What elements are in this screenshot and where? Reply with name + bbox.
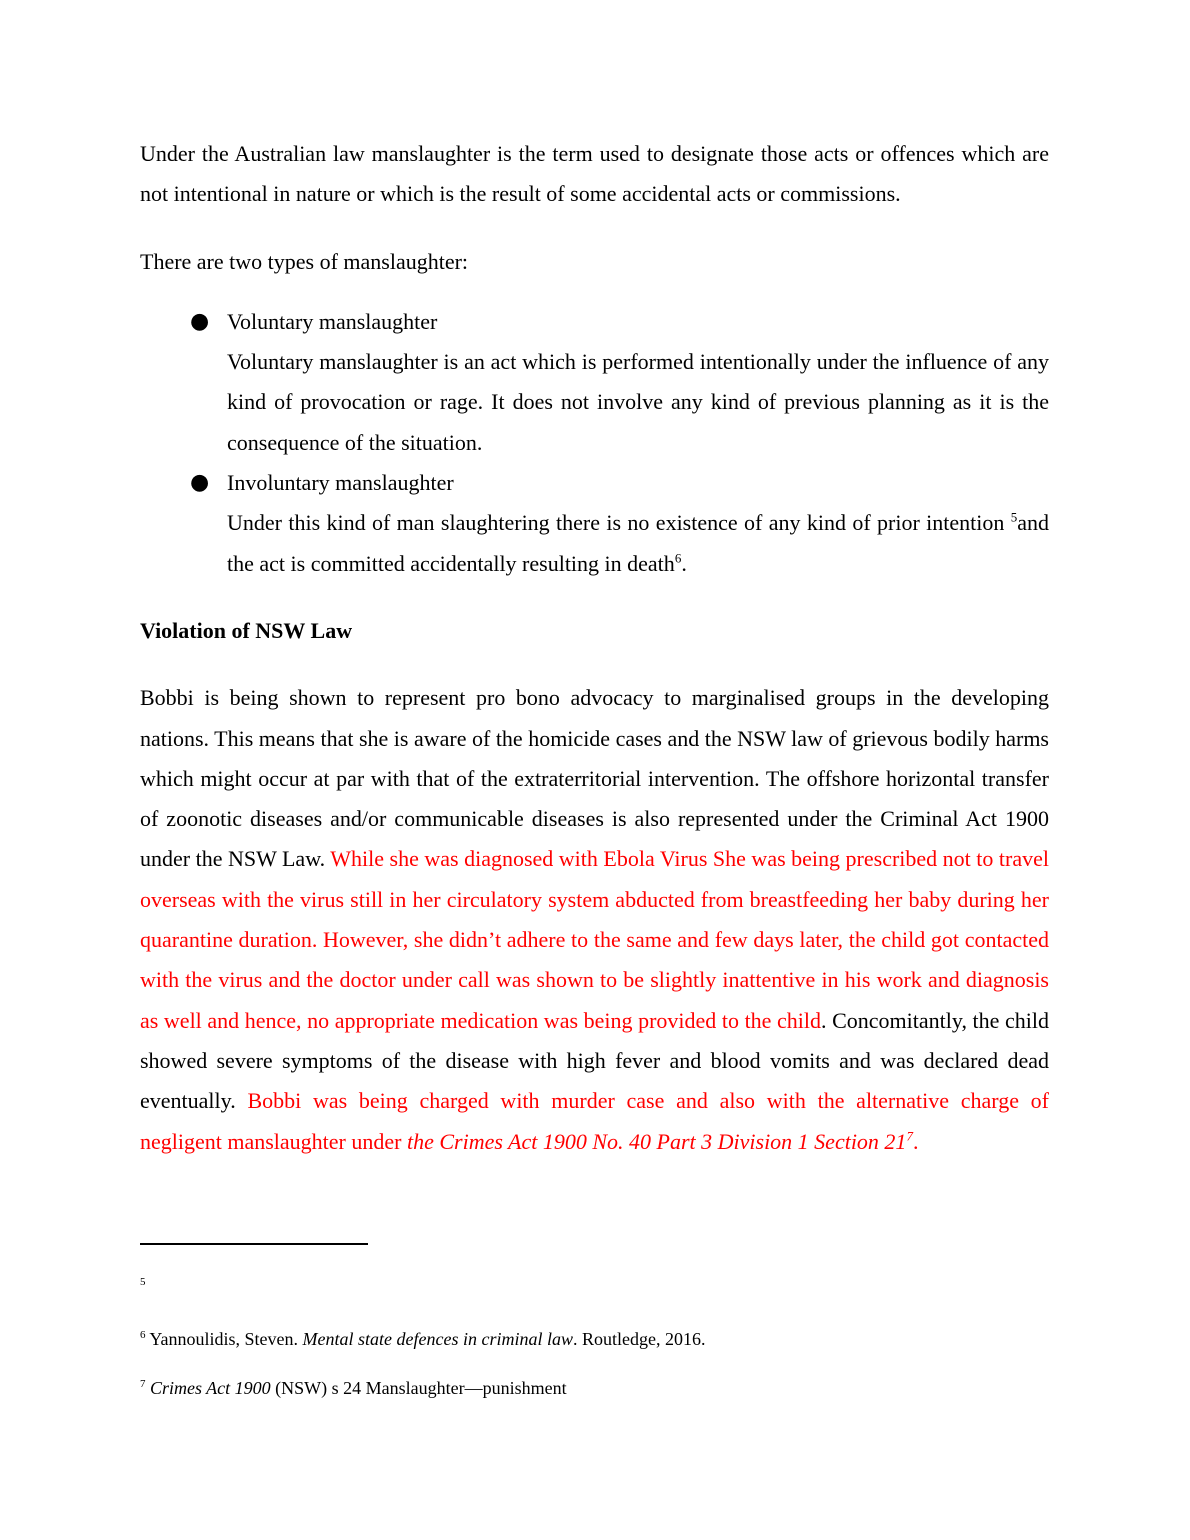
list-item (140, 463, 1049, 584)
footnote-5 (140, 1275, 146, 1297)
footnote-title: Crimes Act 1900 (150, 1378, 271, 1398)
body-text: . Concomitantly, the child showed severe symptoms of the disease with high fever and blood vomits and was declared dead eventually. (140, 1007, 1050, 1114)
section-heading: Violation of NSW Law (140, 617, 353, 643)
footnote-number: 7 (140, 1378, 146, 1390)
document-body (140, 134, 1049, 1162)
highlighted-text: . (912, 1128, 919, 1154)
manslaughter-types-list (140, 302, 1049, 584)
bullet-icon: ● (190, 308, 210, 334)
footnote-6 (140, 1328, 705, 1350)
list-item-title: Voluntary manslaughter (227, 308, 438, 334)
section-body-paragraph (140, 678, 1049, 1162)
footnote-ref-7[interactable]: 7 (906, 1128, 913, 1144)
list-item-title: Involuntary manslaughter (227, 470, 454, 496)
bullet-icon: ● (190, 470, 210, 496)
footnote-text: (NSW) s 24 Manslaughter—punishment (270, 1378, 567, 1398)
description-text: Under this kind of man slaughtering there is no existence of any kind of prior intention (227, 510, 1011, 536)
footnote-title: Mental state defences in criminal law (302, 1329, 573, 1349)
highlighted-text: While she was diagnosed with Ebola Virus She was being prescribed not to travel overseas with the virus still in her circulatory system abducted from breastfeeding her baby during her quarantine duration. However, she didn’t adhere to the same and few days later, the child got contacted with the virus and the doctor under call was shown to be slightly inattentive in his work and diagnosis as well and hence, no appropriate medication was being provided to the child (140, 846, 1049, 1033)
footnote-ref-6[interactable]: 6 (674, 550, 682, 566)
types-intro-paragraph: There are two types of manslaughter: (140, 248, 469, 274)
footnote-text: . Routledge, 2016. (572, 1329, 706, 1349)
description-text: . (681, 550, 687, 576)
footnote-number: 6 (140, 1329, 146, 1341)
body-text: Bobbi is being shown to represent pro bono advocacy to marginalised groups in the developing nations. This means that she is aware of the homicide cases and the NSW law of grievous bodily harms which might occur at par with that of the extraterritorial intervention. The offshore horizontal transfer of zoonotic diseases and/or communicable diseases is also represented under the Criminal Act 1900 under the NSW Law. (140, 685, 1049, 872)
footnote-separator (140, 1243, 368, 1245)
description-text: and the act is committed accidentally resulting in death (227, 510, 1049, 576)
footnote-7 (140, 1377, 567, 1399)
highlighted-text: Bobbi was being charged with murder case and also with the alternative charge of negligent manslaughter under (140, 1088, 1050, 1154)
intro-paragraph: Under the Australian law manslaughter is the term used to designate those acts or offences which are not intentional in nature or which is the result of some accidental acts or commissions. (140, 141, 1049, 207)
footnote-number: 5 (140, 1276, 146, 1288)
list-item (140, 302, 1049, 463)
footnote-ref-5[interactable]: 5 (1010, 510, 1018, 526)
highlighted-citation: the Crimes Act 1900 No. 40 Part 3 Division 1 Section 21 (406, 1128, 907, 1154)
list-item-description (227, 503, 1049, 584)
list-item-description: Voluntary manslaughter is an act which is performed intentionally under the influence of any kind of provocation or rage. It does not involve any kind of previous planning as it is the consequence of the situation. (227, 349, 1049, 455)
footnote-author: Yannoulidis, Steven. (149, 1329, 303, 1349)
